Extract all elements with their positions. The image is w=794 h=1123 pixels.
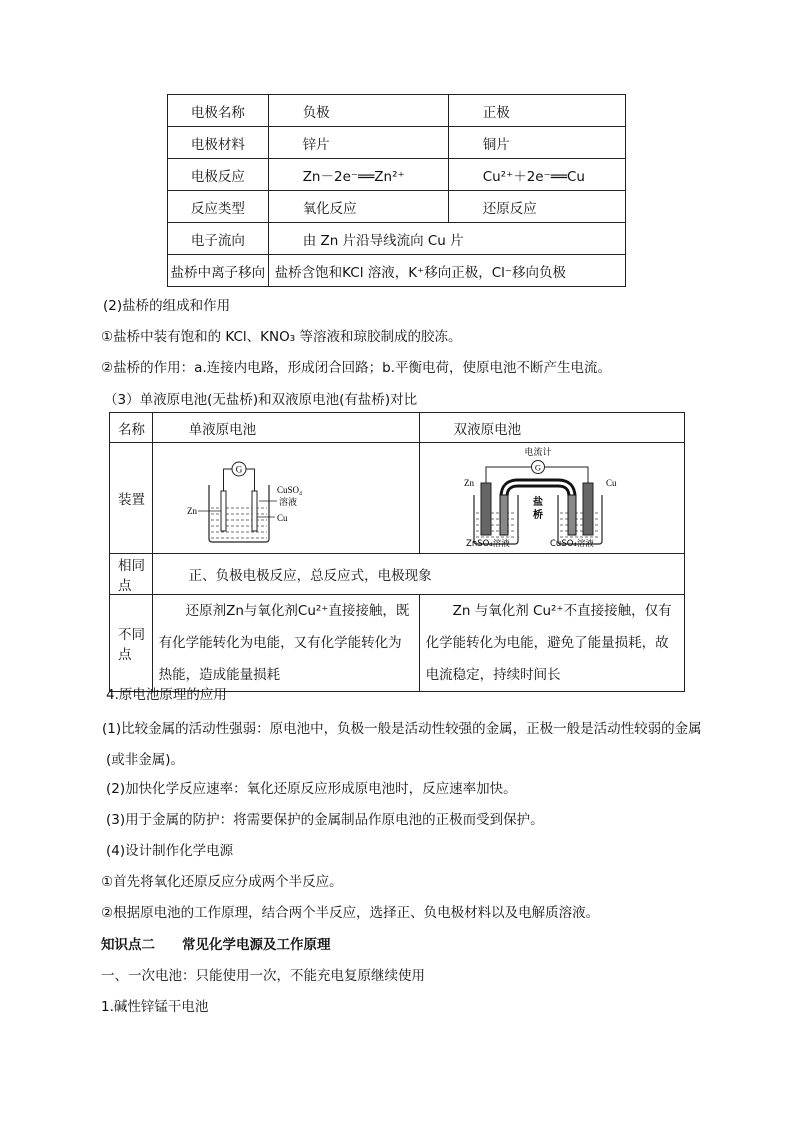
zn-label: Zn	[186, 506, 197, 516]
table-cell: 电极名称	[168, 95, 269, 127]
table-cell: 由 Zn 片沿导线流向 Cu 片	[268, 223, 625, 255]
salt-bridge-label: 盐	[532, 497, 543, 508]
section-heading: (2)盐桥的组成和作用	[103, 298, 231, 314]
table-cell: 铜片	[448, 127, 625, 159]
cuso4-label: CuSO₄溶液	[549, 539, 594, 549]
table-cell: 不同点	[110, 595, 153, 692]
paragraph: ①盐桥中装有饱和的 KCl、KNO₃ 等溶液和琼胶制成的胶冻。	[101, 329, 462, 345]
galvanometer-label: G	[534, 462, 541, 473]
table-cell: 正、负极电极反应，总反应式，电极现象	[152, 554, 684, 595]
table-cell: 氧化反应	[268, 191, 448, 223]
paragraph: (1)比较金属的活动性强弱：原电池中，负极一般是活动性较强的金属，正极一般是活动性较弱的金属(或非金属)。	[102, 721, 702, 768]
single-cell-diagram-cell	[152, 443, 419, 554]
cuso4-label: CuSO₄	[276, 485, 302, 495]
table-cell: 单液原电池	[152, 413, 419, 443]
znso4-label: ZnSO₄溶液	[465, 539, 510, 549]
table-cell: Cu²⁺＋2e⁻══Cu	[448, 159, 625, 191]
table-cell: 相同点	[110, 554, 153, 595]
paragraph: 还原剂Zn与氧化剂Cu²⁺直接接触，既有化学能转化为电能，又有化学能转化为热能，造成能量损耗	[158, 603, 410, 683]
table-row	[168, 191, 626, 223]
table-cell: 锌片	[268, 127, 448, 159]
cu-label: Cu	[605, 478, 617, 488]
table-row	[168, 95, 626, 127]
table-cell: Zn－2e⁻══Zn²⁺	[268, 159, 448, 191]
table-cell: 盐桥中离子移向	[168, 255, 269, 287]
salt-bridge-label: 桥	[532, 510, 543, 521]
table-cell: 电极反应	[168, 159, 269, 191]
zn-label: Zn	[463, 478, 474, 488]
single-cell-diagram	[153, 443, 406, 549]
paragraph: ②盐桥的作用：a.连接内电路，形成闭合回路；b.平衡电荷，使原电池不断产生电流。	[101, 360, 612, 376]
table-row	[168, 127, 626, 159]
electrode-table	[167, 94, 626, 287]
section-heading: 4.原电池原理的应用	[106, 687, 227, 703]
paragraph: Zn 与氧化剂 Cu²⁺不直接接触，仅有化学能转化为电能，避免了能量损耗，故电流稳定，持续时间长	[425, 603, 672, 683]
paragraph: (2)加快化学反应速率：氧化还原反应形成原电池时，反应速率加快。	[106, 781, 517, 797]
table-cell: 名称	[110, 413, 153, 443]
table-cell: 负极	[268, 95, 448, 127]
table-cell: 盐桥含饱和KCl 溶液，K⁺移向正极，Cl⁻移向负极	[268, 255, 625, 287]
knowledge-point-title: 知识点二 常见化学电源及工作原理	[101, 937, 331, 953]
table-row	[110, 443, 685, 554]
table-cell: 正极	[448, 95, 625, 127]
table-row	[168, 159, 626, 191]
paragraph: ②根据原电池的工作原理，结合两个半反应，选择正、负电极材料以及电解质溶液。	[101, 905, 600, 921]
table-row	[110, 595, 685, 692]
table-row	[168, 255, 626, 287]
section-heading: 一、一次电池：只能使用一次，不能充电复原继续使用	[101, 968, 425, 984]
paragraph: (3)用于金属的防护：将需要保护的金属制品作原电池的正极而受到保护。	[106, 812, 544, 828]
table-cell: 装置	[110, 443, 153, 554]
ammeter-label: 电流计	[524, 448, 552, 458]
table-cell: 电极材料	[168, 127, 269, 159]
galvanometer-label: G	[235, 464, 242, 475]
table-cell: 还原反应	[448, 191, 625, 223]
table-row	[110, 554, 685, 595]
table-cell	[152, 595, 419, 692]
table-cell: 双液原电池	[419, 413, 684, 443]
double-cell-diagram-cell	[419, 443, 684, 554]
table-row	[110, 413, 685, 443]
section-heading: （3）单液原电池(无盐桥)和双液原电池(有盐桥)对比	[104, 392, 418, 408]
solution-label: 溶液	[278, 498, 297, 508]
table-cell	[419, 595, 684, 692]
table-row	[168, 223, 626, 255]
comparison-table	[109, 412, 685, 692]
paragraph: ①首先将氧化还原反应分成两个半反应。	[101, 874, 343, 890]
section-heading: 1.碱性锌锰干电池	[101, 999, 209, 1015]
table-cell: 电子流向	[168, 223, 269, 255]
cu-label: Cu	[276, 513, 288, 523]
paragraph: (4)设计制作化学电源	[106, 843, 234, 859]
table-cell: 反应类型	[168, 191, 269, 223]
double-cell-diagram	[420, 443, 672, 549]
